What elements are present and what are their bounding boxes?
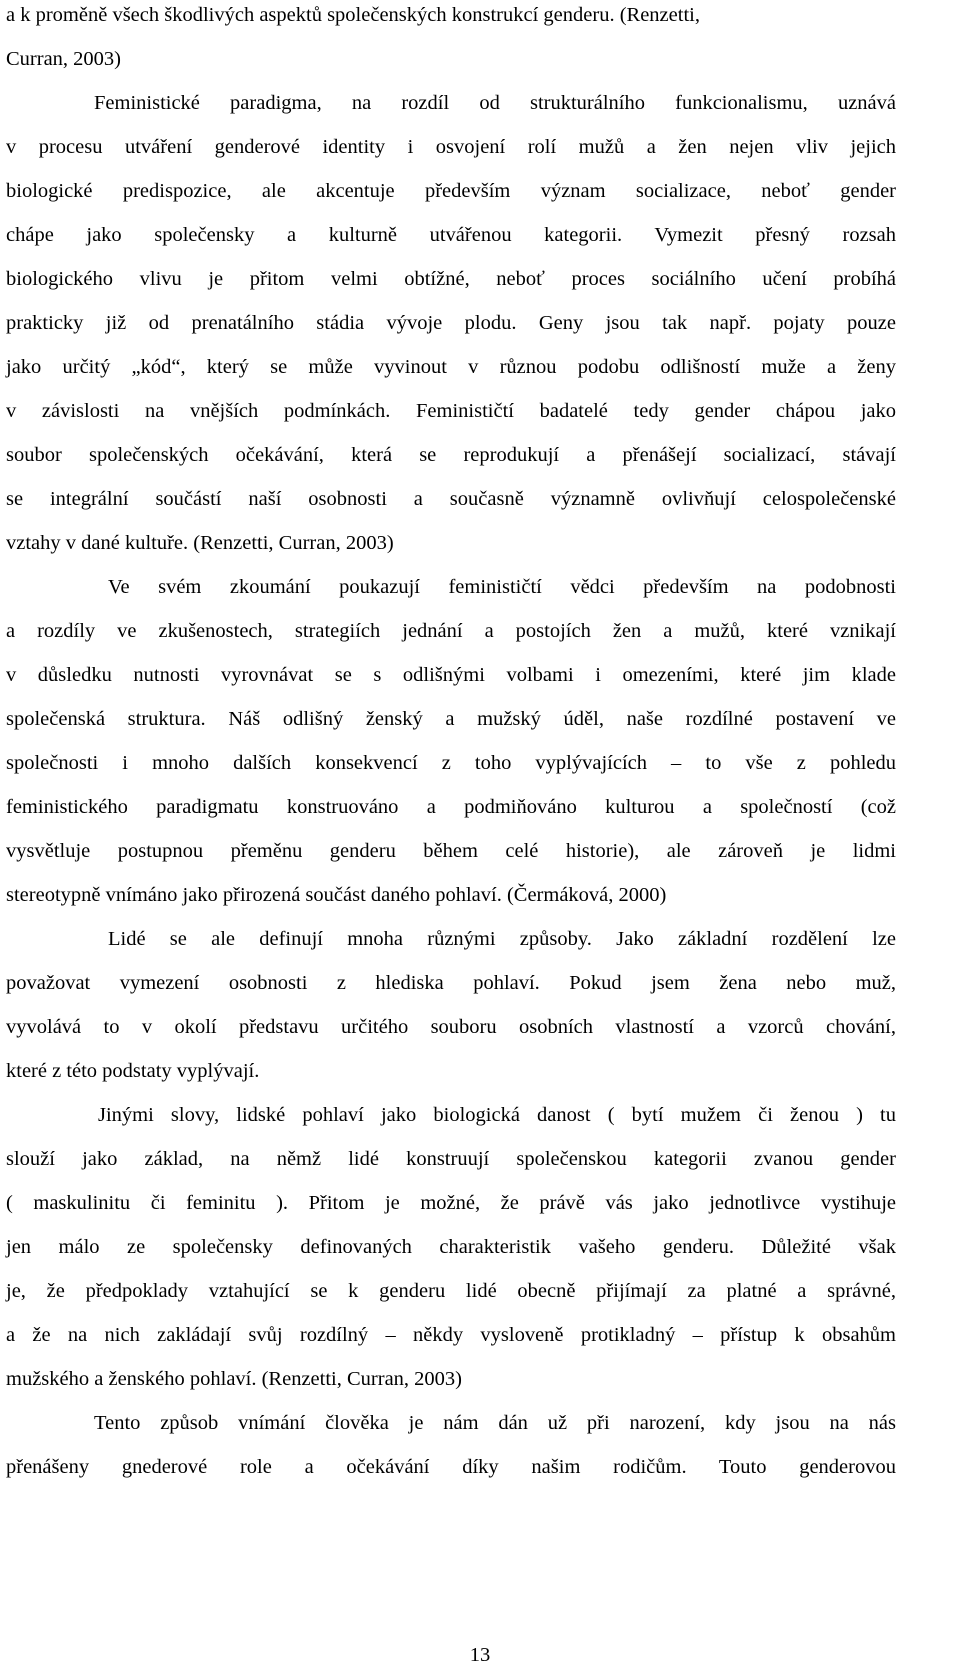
text-line: stereotypně vnímáno jako přirozená součást daného pohlaví. (Čermáková, 2000) (6, 884, 667, 906)
text-line: chápe jako společensky a kulturně utvářenou kategorii. Vymezit přesný rozsah (6, 224, 896, 246)
text-line: které z této podstaty vyplývají. (6, 1060, 260, 1082)
text-line: Curran, 2003) (6, 48, 122, 70)
text-line: a že na nich zakládají svůj rozdílný – někdy vysloveně protikladný – přístup k obsahům (6, 1324, 896, 1346)
text-line: a rozdíly ve zkušenostech, strategiích jednání a postojích žen a mužů, které vznikají (6, 620, 896, 642)
page-number: 13 (469, 1644, 491, 1666)
text-line: vztahy v dané kultuře. (Renzetti, Curran, 2003) (6, 532, 394, 554)
paragraph-first-line: Tento způsob vnímání člověka je nám dán už při narození, kdy jsou na nás (94, 1412, 896, 1434)
text-line: slouží jako základ, na němž lidé konstruují společenskou kategorii zvanou gender (6, 1148, 896, 1170)
text-line: se integrální součástí naší osobnosti a současně významně ovlivňují celospolečenské (6, 488, 896, 510)
text-line: společenská struktura. Náš odlišný ženský a mužský úděl, naše rozdílné postavení ve (6, 708, 896, 730)
text-line: soubor společenských očekávání, která se reprodukují a přenášejí socializací, stávají (6, 444, 896, 466)
text-line: prakticky již od prenatálního stádia vývoje plodu. Geny jsou tak např. pojaty pouze (6, 312, 896, 334)
text-line: feministického paradigmatu konstruováno a podmiňováno kulturou a společností (což (6, 796, 896, 818)
text-line: v závislosti na vnějších podmínkách. Feminističtí badatelé tedy gender chápou jako (6, 400, 896, 422)
text-line: v důsledku nutnosti vyrovnávat se s odlišnými volbami i omezeními, které jim klade (6, 664, 896, 686)
text-line: jako určitý „kód“, který se může vyvinout v různou podobu odlišností muže a ženy (6, 356, 896, 378)
text-line: považovat vymezení osobnosti z hlediska pohlaví. Pokud jsem žena nebo muž, (6, 972, 896, 994)
text-line: je, že předpoklady vztahující se k genderu lidé obecně přijímají za platné a správné, (6, 1280, 896, 1302)
text-line: a k proměně všech škodlivých aspektů společenských konstrukcí genderu. (Renzetti, (6, 4, 700, 26)
text-line: vyvolává to v okolí představu určitého souboru osobních vlastností a vzorců chování, (6, 1016, 896, 1038)
text-line: přenášeny gnederové role a očekávání díky našim rodičům. Touto genderovou (6, 1456, 896, 1478)
paragraph-first-line: Lidé se ale definují mnoha různými způsoby. Jako základní rozdělení lze (108, 928, 896, 950)
text-line: jen málo ze společensky definovaných charakteristik vašeho genderu. Důležité však (6, 1236, 896, 1258)
text-line: vysvětluje postupnou přeměnu genderu během celé historie), ale zároveň je lidmi (6, 840, 896, 862)
text-line: biologického vlivu je přitom velmi obtížné, neboť proces sociálního učení probíhá (6, 268, 896, 290)
paragraph-first-line: Jinými slovy, lidské pohlaví jako biologická danost ( bytí mužem či ženou ) tu (98, 1104, 896, 1126)
text-line: ( maskulinitu či feminitu ). Přitom je možné, že právě vás jako jednotlivce vystihuje (6, 1192, 896, 1214)
paragraph-first-line: Feministické paradigma, na rozdíl od strukturálního funkcionalismu, uznává (94, 92, 896, 114)
paragraph-first-line: Ve svém zkoumání poukazují feminističtí vědci především na podobnosti (108, 576, 896, 598)
text-line: mužského a ženského pohlaví. (Renzetti, Curran, 2003) (6, 1368, 462, 1390)
text-line: biologické predispozice, ale akcentuje především význam socializace, neboť gender (6, 180, 896, 202)
text-line: společnosti i mnoho dalších konsekvencí z toho vyplývajících – to vše z pohledu (6, 752, 896, 774)
text-line: v procesu utváření genderové identity i osvojení rolí mužů a žen nejen vliv jejich (6, 136, 896, 158)
